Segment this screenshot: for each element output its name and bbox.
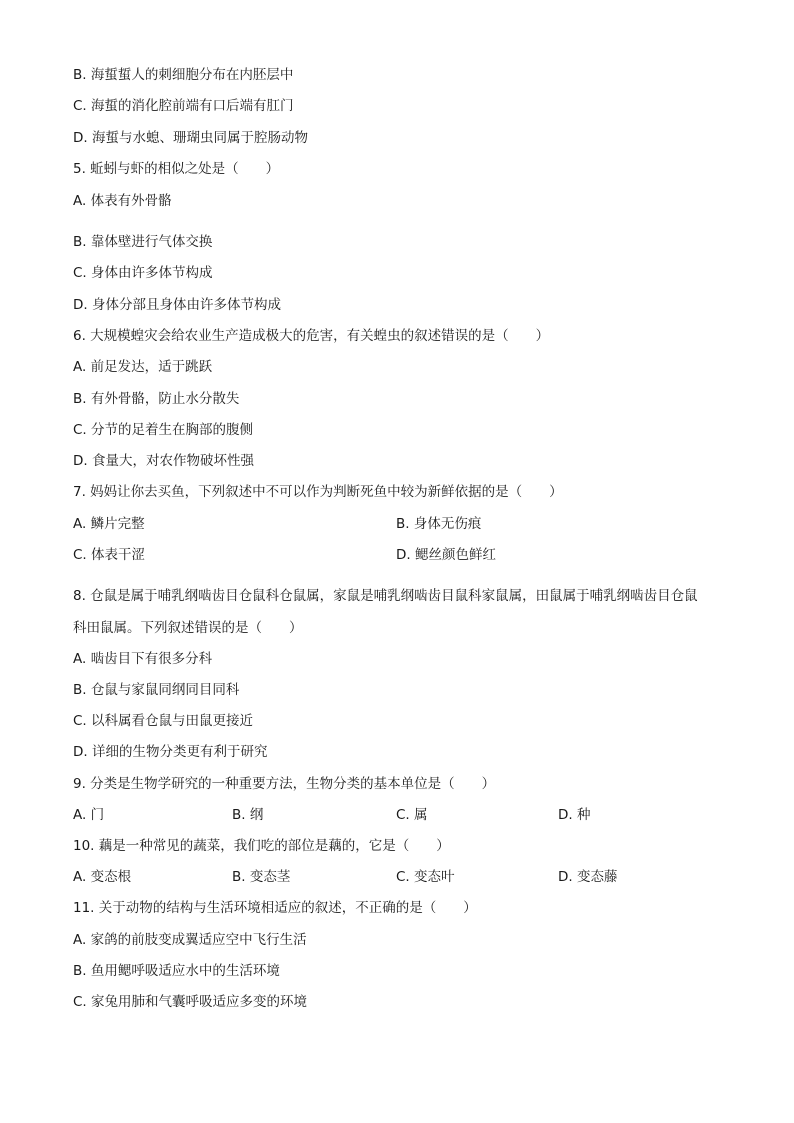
q8-stem-line2: 科田鼠属。下列叙述错误的是（ ） [73,620,303,636]
q5-option-c: C. 身体由许多体节构成 [73,265,213,281]
q10-option-c: C. 变态叶 [396,869,455,885]
q10-option-a: A. 变态根 [73,869,132,885]
q9-option-d: D. 种 [558,807,591,823]
q9-option-b: B. 纲 [232,807,264,823]
q8-option-d: D. 详细的生物分类更有利于研究 [73,744,268,760]
q6-option-c: C. 分节的足着生在胸部的腹侧 [73,422,254,438]
q5-option-d: D. 身体分部且身体由许多体节构成 [73,297,281,313]
q11-stem: 11. 关于动物的结构与生活环境相适应的叙述，不正确的是（ ） [73,900,477,916]
q6-option-d: D. 食量大，对农作物破坏性强 [73,453,254,469]
q8-option-a: A. 啮齿目下有很多分科 [73,651,213,667]
q4-option-d: D. 海蜇与水螅、珊瑚虫同属于腔肠动物 [73,130,308,146]
q6-option-b: B. 有外骨骼，防止水分散失 [73,391,240,407]
q5-option-a: A. 体表有外骨骼 [73,193,172,209]
q10-option-d: D. 变态藤 [558,869,618,885]
q8-option-b: B. 仓鼠与家鼠同纲同目同科 [73,682,240,698]
q7-option-a: A. 鳞片完整 [73,516,145,532]
q7-stem: 7. 妈妈让你去买鱼，下列叙述中不可以作为判断死鱼中较为新鲜依据的是（ ） [73,484,563,500]
q7-option-d: D. 鳃丝颜色鲜红 [396,547,496,563]
q11-option-b: B. 鱼用鳃呼吸适应水中的生活环境 [73,963,280,979]
q8-stem-line1: 8. 仓鼠是属于哺乳纲啮齿目仓鼠科仓鼠属，家鼠是哺乳纲啮齿目鼠科家鼠属，田鼠属于哺乳纲啮齿目仓鼠 [73,588,698,604]
q10-option-b: B. 变态茎 [232,869,291,885]
q11-option-a: A. 家鸽的前肢变成翼适应空中飞行生活 [73,932,307,948]
q4-option-c: C. 海蜇的消化腔前端有口后端有肛门 [73,98,294,114]
q8-option-c: C. 以科属看仓鼠与田鼠更接近 [73,713,254,729]
q7-option-c: C. 体表干涩 [73,547,146,563]
q9-option-c: C. 属 [396,807,428,823]
q11-option-c: C. 家兔用肺和气囊呼吸适应多变的环境 [73,994,308,1010]
q9-stem: 9. 分类是生物学研究的一种重要方法，生物分类的基本单位是（ ） [73,776,496,792]
q7-option-b: B. 身体无伤痕 [396,516,482,532]
q5-option-b: B. 靠体壁进行气体交换 [73,234,213,250]
q6-stem: 6. 大规模蝗灾会给农业生产造成极大的危害，有关蝗虫的叙述错误的是（ ） [73,328,550,344]
q4-option-b: B. 海蜇蜇人的刺细胞分布在内胚层中 [73,67,294,83]
q10-stem: 10. 藕是一种常见的蔬菜，我们吃的部位是藕的，它是（ ） [73,838,450,854]
q5-stem: 5. 蚯蚓与虾的相似之处是（ ） [73,161,280,177]
q9-option-a: A. 门 [73,807,105,823]
q6-option-a: A. 前足发达，适于跳跃 [73,359,213,375]
